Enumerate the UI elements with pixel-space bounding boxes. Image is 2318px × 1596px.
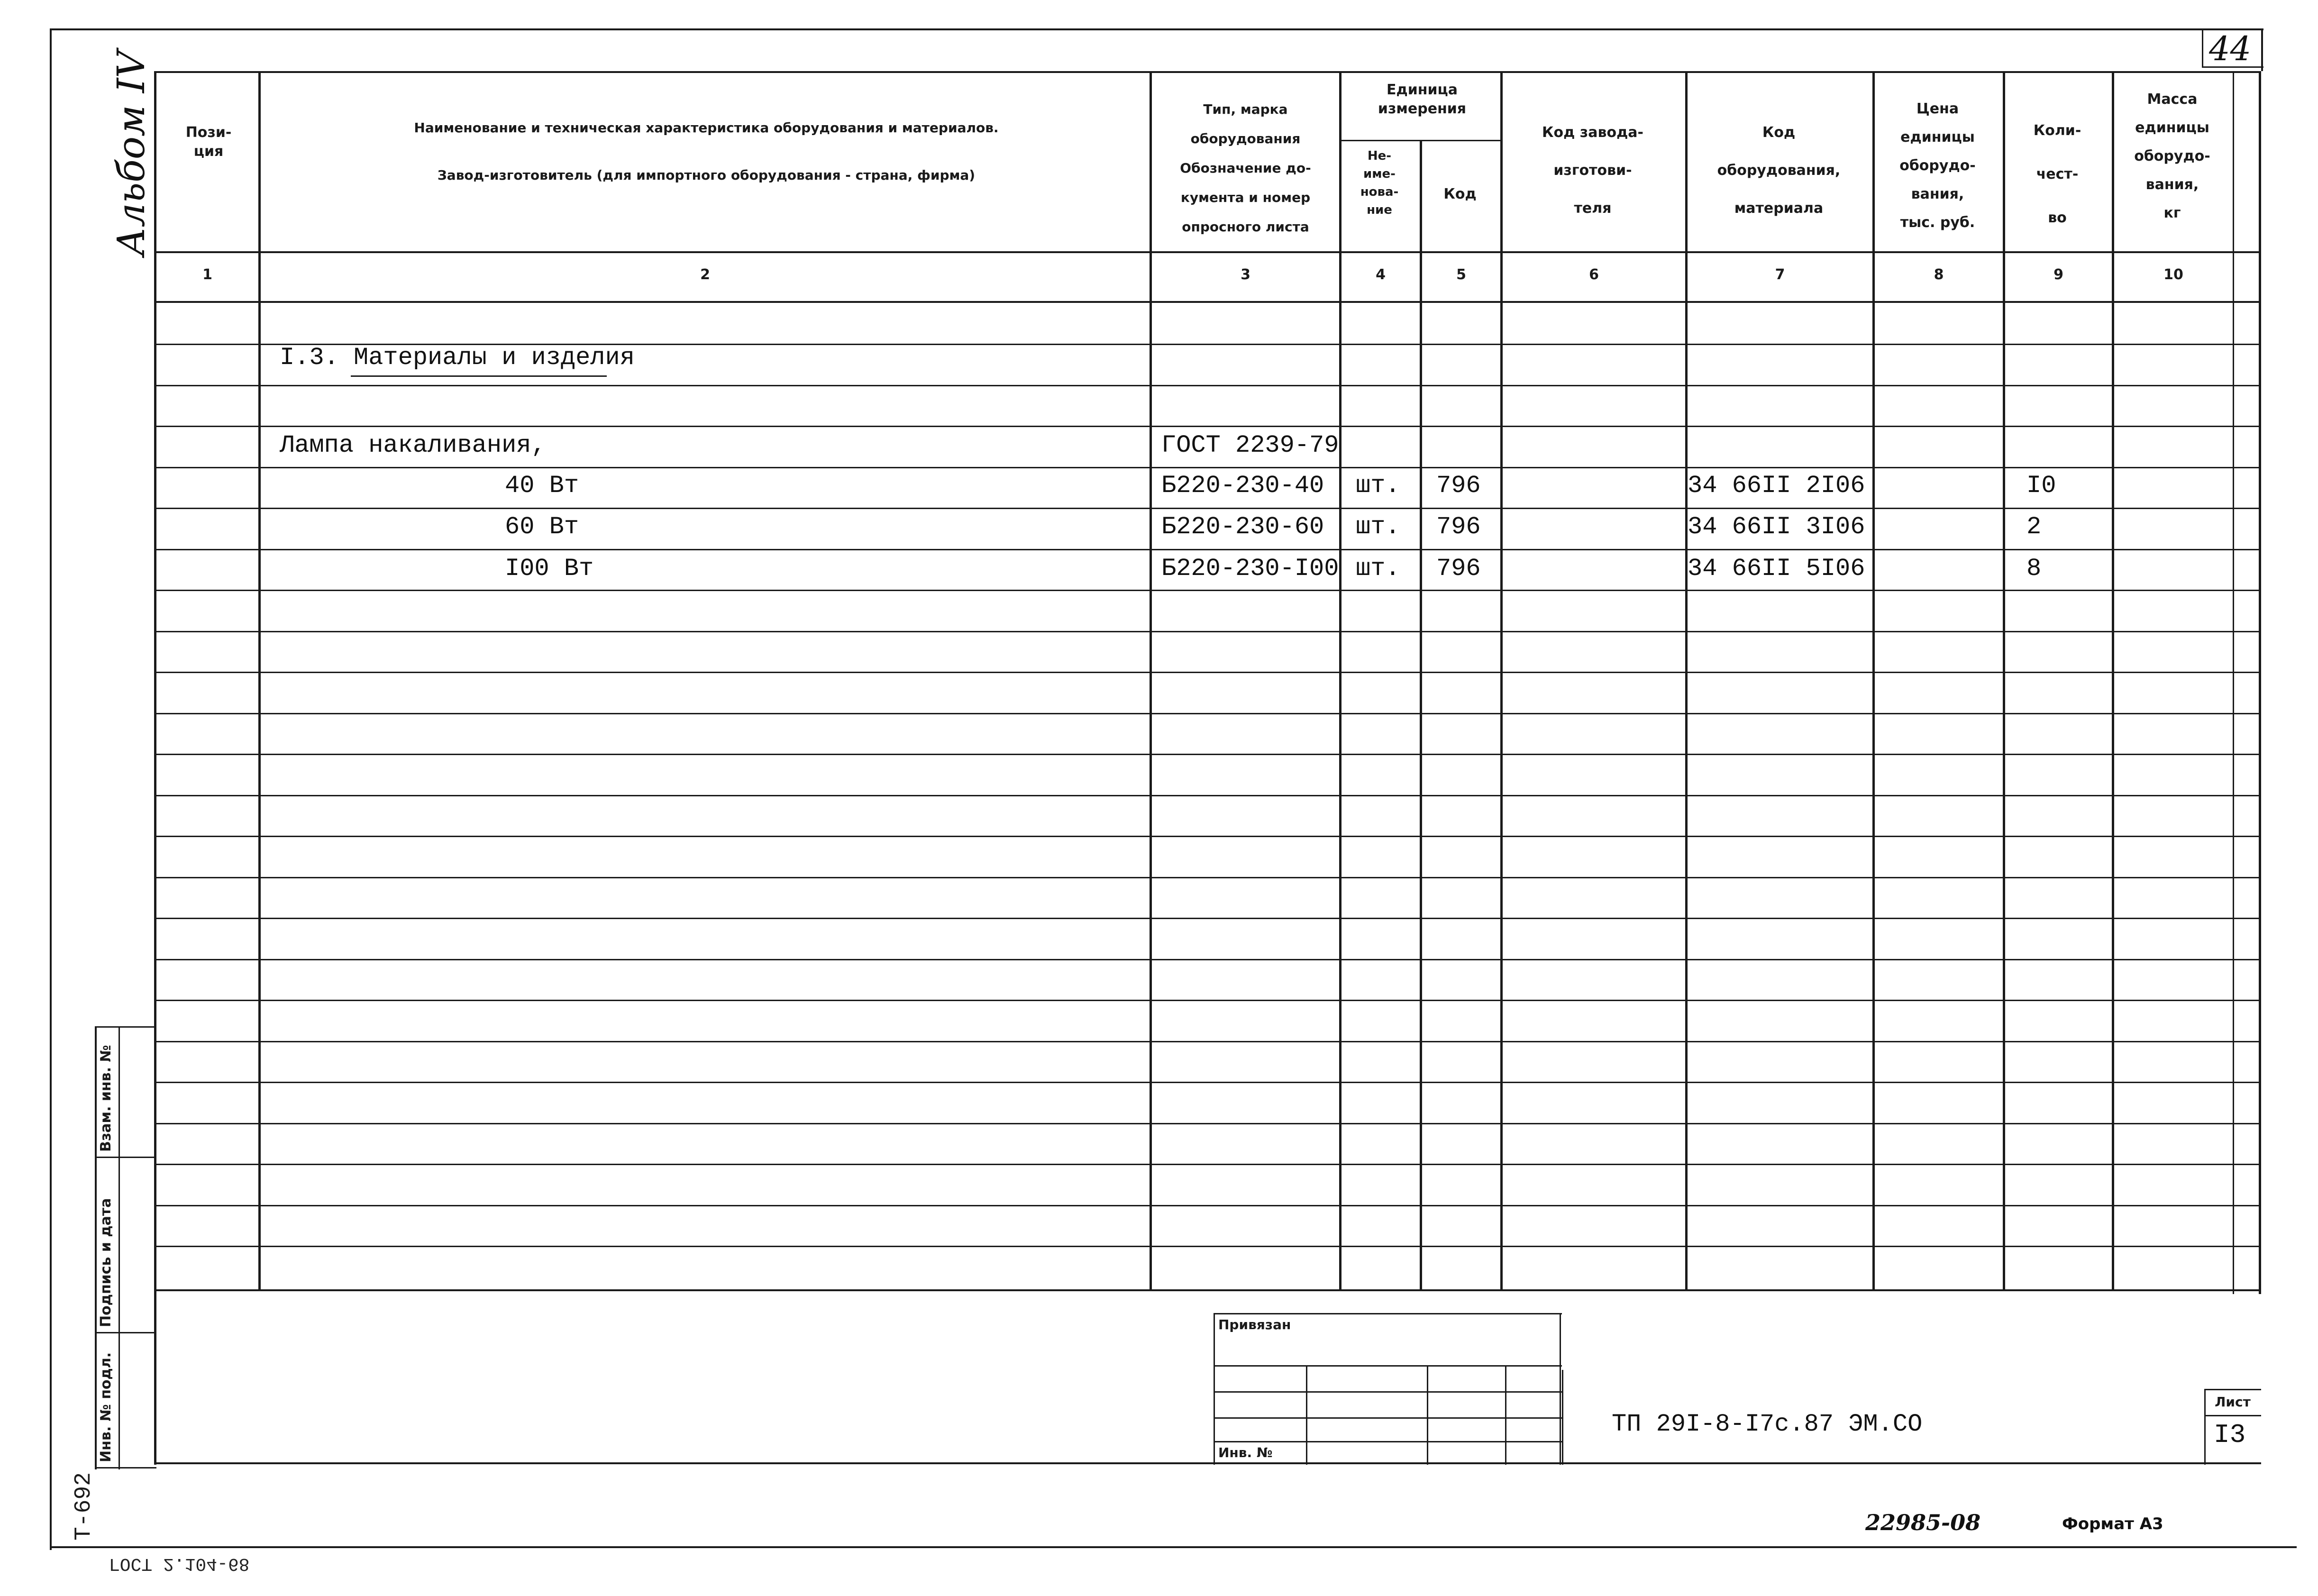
row-3-code: 796 — [1436, 555, 1481, 583]
list-box-mid — [2204, 1415, 2261, 1416]
row-rule — [154, 1205, 2261, 1206]
list-label: Лист — [2215, 1394, 2251, 1410]
header-unit-code: Код — [1443, 186, 1477, 202]
row-rule — [154, 918, 2261, 919]
row-rule — [154, 631, 2261, 632]
privyazan-top — [1214, 1313, 1562, 1314]
privyazan-line3 — [1214, 1391, 1562, 1393]
col-line-4 — [1420, 140, 1422, 1289]
row-1-qty: I0 — [2026, 472, 2056, 500]
row-rule — [154, 959, 2261, 960]
format-label: Формат А3 — [2062, 1514, 2163, 1533]
list-box-left — [2204, 1389, 2206, 1465]
row-3-type: Б220-230-I00 — [1161, 555, 1339, 583]
side-stamp-div2 — [95, 1332, 156, 1333]
row-3-name: I00 Вт — [505, 555, 594, 583]
frame-left — [50, 28, 52, 1550]
row-1-code: 796 — [1436, 472, 1481, 500]
header-equip-code: Код оборудования, материала — [1717, 124, 1841, 217]
row-1-type: Б220-230-40 — [1161, 472, 1324, 500]
row-0-name: Лампа накаливания, — [280, 431, 546, 459]
row-rule — [154, 1082, 2261, 1083]
side-vzam: Взам. инв. № — [98, 1045, 114, 1152]
corner-page-number: 44 — [2209, 29, 2252, 68]
table-top-border — [154, 71, 2261, 73]
col-line-6 — [1685, 71, 1688, 1289]
table-right-border — [2259, 71, 2261, 1294]
header-plant-code: Код завода- изготови- теля — [1542, 124, 1643, 217]
row-rule — [154, 877, 2261, 878]
side-stamp-div1 — [95, 1157, 156, 1158]
bottom-number: 22985-08 — [1865, 1510, 1981, 1535]
row-2-code: 796 — [1436, 513, 1481, 541]
row-rule — [154, 1041, 2261, 1042]
row-2-name: 60 Вт — [505, 513, 579, 541]
list-number: I3 — [2214, 1420, 2246, 1450]
col-line-10 — [2233, 71, 2234, 1294]
colnum-10: 10 — [2163, 266, 2183, 283]
row-1-name: 40 Вт — [505, 472, 579, 500]
corner-box-left — [2202, 28, 2203, 68]
row-1-unit: шт. — [1356, 472, 1400, 500]
title-block-top — [154, 1289, 2261, 1291]
list-box-top — [2204, 1389, 2261, 1390]
privyazan-col1 — [1306, 1365, 1307, 1465]
row-rule — [154, 795, 2261, 796]
col-line-3 — [1339, 71, 1342, 1289]
privyazan-left — [1214, 1313, 1215, 1465]
row-rule — [154, 549, 2261, 550]
row-3-equip-code: 34 66II 5I06 — [1688, 555, 1865, 583]
col-line-2 — [1150, 71, 1152, 1289]
col-line-8 — [2003, 71, 2005, 1289]
side-stamp-left — [95, 1026, 97, 1469]
row-rule — [154, 754, 2261, 755]
frame-right-top — [2261, 28, 2263, 71]
row-2-type: Б220-230-60 — [1161, 513, 1324, 541]
colnum-5: 5 — [1456, 266, 1466, 283]
title-block-bottom — [154, 1462, 2261, 1464]
left-code: Т-692 — [71, 1472, 97, 1541]
row-rule — [154, 1000, 2261, 1001]
privyazan-line4 — [1214, 1417, 1562, 1419]
privyazan-label: Привязан — [1218, 1317, 1291, 1332]
col-line-7 — [1872, 71, 1875, 1289]
col-line-5 — [1500, 71, 1503, 1289]
header-name-line1: Наименование и техническая характеристика оборудования и материалов. — [414, 120, 999, 136]
row-3-unit: шт. — [1356, 555, 1400, 583]
privyazan-line5 — [1214, 1441, 1562, 1442]
row-3-qty: 8 — [2026, 555, 2042, 583]
section-title: I.3. Материалы и изделия — [280, 344, 635, 372]
inv-no-label: Инв. № — [1218, 1445, 1273, 1460]
row-0-type: ГОСТ 2239-79 — [1161, 431, 1339, 459]
row-rule — [154, 713, 2261, 714]
privyazan-right — [1560, 1313, 1561, 1465]
side-stamp-mid — [119, 1026, 120, 1469]
row-rule — [154, 836, 2261, 837]
colnum-8: 8 — [1934, 266, 1944, 283]
row-2-equip-code: 34 66II 3I06 — [1688, 513, 1865, 541]
header-mass: Масса единицы оборудо- вания, кг — [2134, 91, 2210, 221]
side-inv-podl: Инв. № подл. — [98, 1352, 114, 1462]
row-rule — [154, 426, 2261, 427]
section-title-underline — [351, 375, 607, 377]
header-qty: Коли- чест- во — [2033, 122, 2081, 226]
row-rule — [154, 1123, 2261, 1124]
row-rule — [154, 467, 2261, 468]
side-stamp-bottom — [95, 1467, 156, 1468]
colnum-7: 7 — [1775, 266, 1785, 283]
doc-code-left — [1562, 1370, 1563, 1465]
col-line-1 — [258, 71, 261, 1289]
bottom-left-mirror-text: ГОСТ 2.104-68 — [109, 1553, 250, 1574]
row-rule — [154, 672, 2261, 673]
colnum-2: 2 — [700, 266, 710, 283]
row-2-qty: 2 — [2026, 513, 2042, 541]
privyazan-col2 — [1427, 1365, 1428, 1465]
privyazan-line2 — [1214, 1365, 1562, 1367]
header-name-line2: Завод-изготовитель (для импортного оборудования - страна, фирма) — [437, 167, 976, 183]
side-podpis: Подпись и дата — [98, 1198, 114, 1327]
row-1-equip-code: 34 66II 2I06 — [1688, 472, 1865, 500]
frame-bottom — [50, 1546, 2297, 1548]
colnum-9: 9 — [2053, 266, 2063, 283]
header-bottom — [154, 251, 2261, 253]
frame-top — [50, 28, 2263, 30]
header-type: Тип, марка оборудования Обозначение до- кумента и номер опросного листа — [1180, 101, 1311, 235]
doc-code: ТП 29I-8-I7с.87 ЭМ.СО — [1612, 1410, 1923, 1438]
header-price: Цена единицы оборудо- вания, тыс. руб. — [1899, 100, 1976, 231]
colnum-6: 6 — [1589, 266, 1599, 283]
colnum-4: 4 — [1376, 266, 1386, 283]
col-line-9 — [2112, 71, 2114, 1289]
colnum-3: 3 — [1241, 266, 1250, 283]
privyazan-col3 — [1505, 1365, 1506, 1465]
header-pos: Пози- ция — [185, 124, 232, 160]
row-rule — [154, 385, 2261, 386]
header-unit-name: Не- име- нова- ние — [1360, 149, 1399, 217]
row-rule — [154, 1164, 2261, 1165]
header-unit-group: Единица измерения — [1378, 82, 1467, 117]
row-rule — [154, 1246, 2261, 1247]
album-label: Альбом IV — [109, 50, 153, 256]
row-rule — [154, 590, 2261, 591]
title-block-left — [154, 1289, 156, 1465]
row-rule — [154, 508, 2261, 509]
side-stamp-top — [95, 1026, 156, 1028]
colnum-bottom — [154, 301, 2261, 303]
row-2-unit: шт. — [1356, 513, 1400, 541]
colnum-1: 1 — [202, 266, 212, 283]
table-left-border — [154, 71, 156, 1289]
